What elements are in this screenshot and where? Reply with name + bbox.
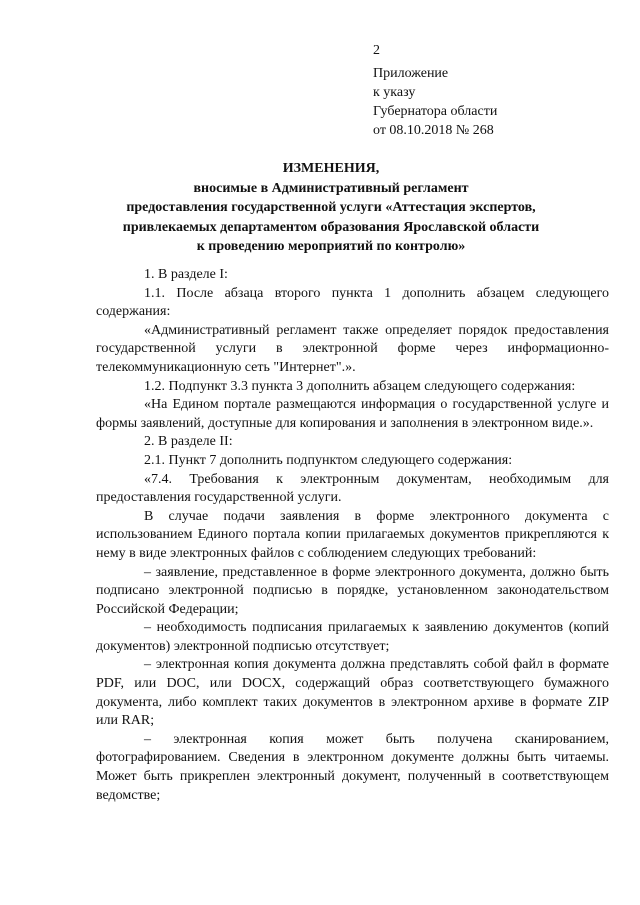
paragraph: 2. В разделе II: [144, 434, 233, 450]
title-line: привлекаемых департаментом образования Ярославской области [122, 219, 540, 235]
appendix-line: к указу [373, 85, 416, 100]
list-item: – заявление, представленное в форме электронного документа, должно быть подписано электронной подписью в порядке, установленном законодательством Российской Федерации; [96, 564, 609, 617]
paragraph: 1.1. После абзаца второго пункта 1 дополнить абзацем следующего содержания: [96, 285, 609, 320]
list-item: – необходимость подписания прилагаемых к заявлению документов (копий документов) электронной подписью отсутствует; [96, 620, 609, 654]
paragraph: 1. В разделе I: [144, 267, 228, 282]
title-line: вносимые в Административный регламент [193, 180, 469, 196]
title-line: ИЗМЕНЕНИЯ, [282, 161, 380, 176]
paragraph: В случае подачи заявления в форме электронного документа с использованием Единого портала копии прилагаемых документов прикрепляются к нему в виде электронных файлов с соблюдением следующих требований: [96, 508, 609, 561]
page-number: 2 [373, 43, 380, 58]
title-line: предоставления государственной услуги «Аттестация экспертов, [126, 200, 536, 215]
document-body [96, 266, 609, 805]
appendix-header [373, 64, 497, 140]
paragraph: 2.1. Пункт 7 дополнить подпунктом следующего содержания: [144, 452, 513, 468]
appendix-line: Губернатора области [373, 104, 498, 119]
paragraph: «7.4. Требования к электронным документам, необходимым для предоставления государственной услуги. [96, 471, 609, 506]
title-line: к проведению мероприятий по контролю» [196, 239, 466, 254]
list-item: – электронная копия документа должна представлять собой файл в формате PDF, или DOC, или DOCX, содержащий образ соответствующего бумажного документа, либо комплект таких документов в электронном архиве в формате ZIP или RAR; [96, 657, 609, 729]
appendix-line: от 08.10.2018 № 268 [373, 123, 494, 138]
appendix-line: Приложение [373, 66, 449, 81]
document-title [96, 159, 566, 257]
list-item: – электронная копия может быть получена сканированием, фотографированием. Сведения в электронном документе должны быть читаемы. Может быть прикреплен электронный документ, полученный в соответствующем ведомстве; [96, 731, 609, 803]
paragraph: «На Едином портале размещаются информация о государственной услуге и формы заявлений, доступные для копирования и заполнения в электронном виде.». [96, 397, 609, 431]
paragraph: «Административный регламент также определяет порядок предоставления государственной услуги в электронной форме через информационно-телекоммуникационную сеть "Интернет".». [96, 322, 609, 375]
paragraph: 1.2. Подпункт 3.3 пункта 3 дополнить абзацем следующего содержания: [144, 378, 576, 394]
